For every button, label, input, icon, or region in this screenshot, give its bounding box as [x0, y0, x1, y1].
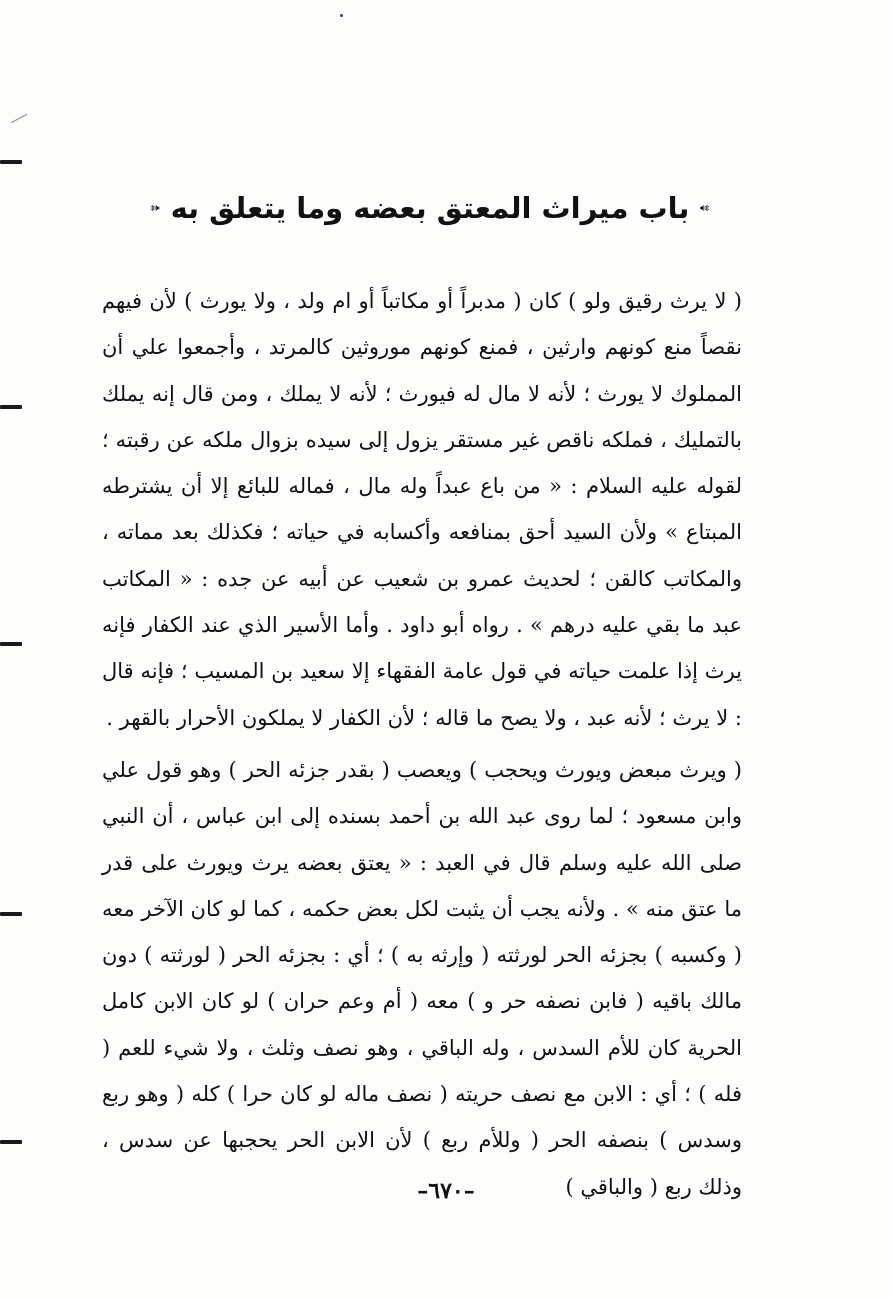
- page-number: –٦٧٠–: [417, 1178, 475, 1204]
- ornament-left-icon: [150, 193, 161, 223]
- ornament-right-icon: [699, 193, 710, 223]
- chapter-heading: [150, 180, 710, 236]
- chapter-title: باب ميراث المعتق بعضه وما يتعلق به: [170, 191, 690, 225]
- margin-mark: [0, 160, 22, 164]
- paragraph-partial-freedom: ( ويرث مبعض ويورث ويحجب ) ويعصب ( بقدر جزئه الحر ) وهو قول علي وابن مسعود ؛ لما روى عبد الله بن أحمد بسنده إلى ابن عباس ، أن النبي صلى الله عليه وسلم قال في العبد : « يعتق بعضه يرث ويورث على قدر ما عتق منه » . ولأنه يجب أن يثبت لكل بعض حكمه ، كما لو كان الآخر معه ( وكسبه ) بجزئه الحر لورثته ( وإرثه به ) ؛ أي : بجزئه الحر ( لورثته ) دون مالك باقيه ( فابن نصفه حر و ) معه ( أم وعم حران ) لو كان الابن كامل الحرية كان للأم السدس ، وله الباقي ، وهو نصف وثلث ، ولا شيء للعم ( فله ) ؛ أي : الابن مع نصف حريته ( نصف ماله لو كان حرا ) كله ( وهو ربع وسدس ) بنصفه الحر ( وللأم ربع ) لأن الابن الحر يحجبها عن سدس ، وذلك ربع ( والباقي ): [102, 757, 742, 1199]
- scan-scratch: [11, 114, 27, 123]
- body-text: [102, 278, 742, 1210]
- margin-mark: [0, 642, 22, 646]
- scan-speck: [340, 14, 343, 17]
- margin-mark: [0, 405, 22, 409]
- margin-mark: [0, 912, 22, 916]
- paragraph-slave-inheritance: ( لا يرث رقيق ولو ) كان ( مدبراً أو مكاتباً أو ام ولد ، ولا يورث ) لأن فيهم نقصاً منع كونهم وارثين ، فمنع كونهم موروثين كالمرتد ، وأجمعوا علي أن المملوك لا يورث ؛ لأنه لا مال له فيورث ؛ لأنه لا يملك ، ومن قال إنه يملك بالتمليك ، فملكه ناقص غير مستقر يزول إلى سيده بزوال ملكه عن رقبته ؛ لقوله عليه السلام : « من باع عبداً وله مال ، فماله للبائع إلا أن يشترطه المبتاع » ولأن السيد أحق بمنافعه وأكسابه في حياته ؛ فكذلك بعد مماته ، والمكاتب كالقن ؛ لحديث عمرو بن شعيب عن أبيه عن جده : « المكاتب عبد ما بقي عليه درهم » . رواه أبو داود . وأما الأسير الذي عند الكفار فإنه يرث إذا علمت حياته في قول عامة الفقهاء إلا سعيد بن المسيب ؛ فإنه قال : لا يرث ؛ لأنه عبد ، ولا يصح ما قاله ؛ لأن الكفار لا يملكون الأحرار بالقهر .: [102, 289, 742, 730]
- margin-mark: [0, 1140, 22, 1144]
